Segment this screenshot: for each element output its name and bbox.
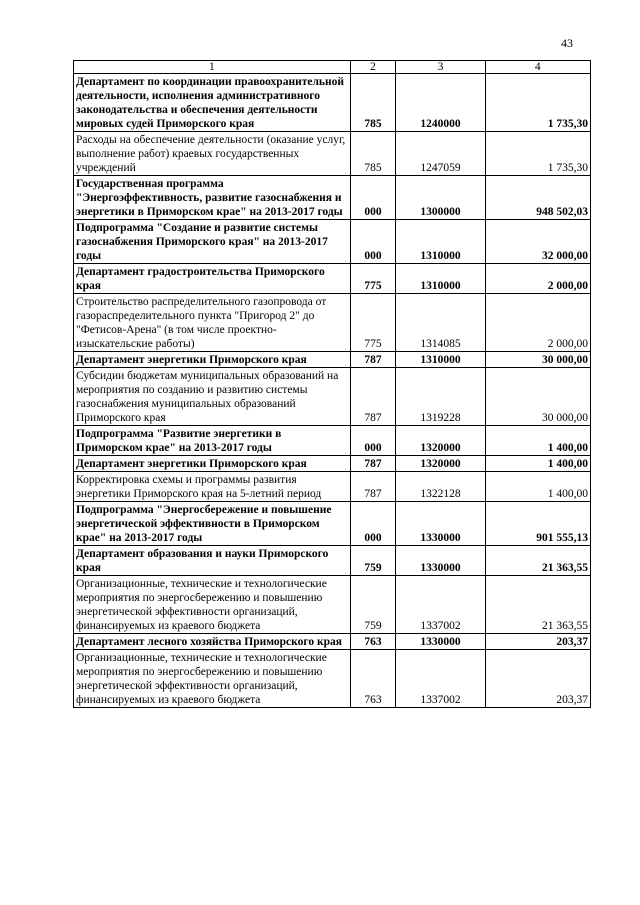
table-row — [74, 220, 591, 264]
budget-table-body — [74, 61, 591, 708]
row-kcsr-cell: 1314085 — [396, 294, 485, 352]
row-amount-cell: 30 000,00 — [485, 352, 590, 368]
column-header-2: 2 — [350, 61, 396, 74]
column-header-1: 1 — [74, 61, 351, 74]
row-amount-cell: 1 400,00 — [485, 426, 590, 456]
row-code-cell: 787 — [350, 456, 396, 472]
table-row — [74, 634, 591, 650]
row-code-cell: 000 — [350, 220, 396, 264]
row-amount-cell: 21 363,55 — [485, 546, 590, 576]
table-row — [74, 368, 591, 426]
row-name-cell: Государственная программа "Энергоэффективность, развитие газоснабжения и энергетики в Приморском крае" на 2013-2017 годы — [74, 176, 351, 220]
row-amount-cell: 2 000,00 — [485, 264, 590, 294]
table-row — [74, 294, 591, 352]
row-amount-cell: 2 000,00 — [485, 294, 590, 352]
row-amount-cell: 203,37 — [485, 650, 590, 708]
column-header-4: 4 — [485, 61, 590, 74]
row-name-cell: Департамент энергетики Приморского края — [74, 352, 351, 368]
row-code-cell: 000 — [350, 502, 396, 546]
row-amount-cell: 32 000,00 — [485, 220, 590, 264]
row-code-cell: 763 — [350, 650, 396, 708]
row-code-cell: 759 — [350, 576, 396, 634]
row-name-cell: Департамент градостроительства Приморского края — [74, 264, 351, 294]
table-row — [74, 576, 591, 634]
row-kcsr-cell: 1300000 — [396, 176, 485, 220]
row-amount-cell: 1 735,30 — [485, 74, 590, 132]
row-code-cell: 785 — [350, 74, 396, 132]
budget-table — [73, 60, 591, 708]
row-kcsr-cell: 1322128 — [396, 472, 485, 502]
row-amount-cell: 30 000,00 — [485, 368, 590, 426]
row-amount-cell: 1 400,00 — [485, 472, 590, 502]
row-kcsr-cell: 1319228 — [396, 368, 485, 426]
row-amount-cell: 948 502,03 — [485, 176, 590, 220]
row-code-cell: 787 — [350, 472, 396, 502]
row-kcsr-cell: 1330000 — [396, 502, 485, 546]
row-code-cell: 775 — [350, 294, 396, 352]
row-code-cell: 787 — [350, 352, 396, 368]
row-name-cell: Субсидии бюджетам муниципальных образований на мероприятия по созданию и развитию системы газоснабжения муниципальных образований Приморского края — [74, 368, 351, 426]
column-header-row — [74, 61, 591, 74]
row-name-cell: Организационные, технические и технологические мероприятия по энергосбережению и повышению энергетической эффективности организаций, финансируемых из краевого бюджета — [74, 576, 351, 634]
column-header-3: 3 — [396, 61, 485, 74]
row-amount-cell: 1 400,00 — [485, 456, 590, 472]
row-code-cell: 763 — [350, 634, 396, 650]
row-name-cell: Департамент лесного хозяйства Приморского края — [74, 634, 351, 650]
row-amount-cell: 1 735,30 — [485, 132, 590, 176]
row-kcsr-cell: 1310000 — [396, 352, 485, 368]
row-kcsr-cell: 1330000 — [396, 634, 485, 650]
row-name-cell: Подпрограмма "Энергосбережение и повышение энергетической эффективности в Приморском крае" на 2013-2017 годы — [74, 502, 351, 546]
row-name-cell: Расходы на обеспечение деятельности (оказание услуг, выполнение работ) краевых государственных учреждений — [74, 132, 351, 176]
row-code-cell: 787 — [350, 368, 396, 426]
table-row — [74, 456, 591, 472]
table-row — [74, 74, 591, 132]
row-kcsr-cell: 1247059 — [396, 132, 485, 176]
row-amount-cell: 203,37 — [485, 634, 590, 650]
row-name-cell: Строительство распределительного газопровода от газораспределительного пункта "Пригород 2" до "Фетисов-Арена" (в том числе проектно-изыскательские работы) — [74, 294, 351, 352]
table-row — [74, 132, 591, 176]
table-row — [74, 502, 591, 546]
row-kcsr-cell: 1320000 — [396, 456, 485, 472]
table-row — [74, 650, 591, 708]
row-code-cell: 785 — [350, 132, 396, 176]
row-code-cell: 759 — [350, 546, 396, 576]
table-row — [74, 472, 591, 502]
table-row — [74, 426, 591, 456]
row-name-cell: Департамент образования и науки Приморского края — [74, 546, 351, 576]
row-kcsr-cell: 1310000 — [396, 220, 485, 264]
table-row — [74, 264, 591, 294]
row-amount-cell: 21 363,55 — [485, 576, 590, 634]
row-name-cell: Организационные, технические и технологические мероприятия по энергосбережению и повышению энергетической эффективности организаций, финансируемых из краевого бюджета — [74, 650, 351, 708]
page-number: 43 — [561, 36, 573, 50]
row-name-cell: Подпрограмма "Создание и развитие системы газоснабжения Приморского края" на 2013-2017 годы — [74, 220, 351, 264]
row-code-cell: 775 — [350, 264, 396, 294]
row-kcsr-cell: 1337002 — [396, 650, 485, 708]
row-code-cell: 000 — [350, 176, 396, 220]
row-name-cell: Департамент по координации правоохранительной деятельности, исполнения административного законодательства и обеспечения деятельности мировых судей Приморского края — [74, 74, 351, 132]
row-name-cell: Корректировка схемы и программы развития энергетики Приморского края на 5-летний период — [74, 472, 351, 502]
row-code-cell: 000 — [350, 426, 396, 456]
row-kcsr-cell: 1240000 — [396, 74, 485, 132]
table-row — [74, 176, 591, 220]
row-name-cell: Департамент энергетики Приморского края — [74, 456, 351, 472]
row-amount-cell: 901 555,13 — [485, 502, 590, 546]
row-kcsr-cell: 1310000 — [396, 264, 485, 294]
table-row — [74, 546, 591, 576]
row-name-cell: Подпрограмма "Развитие энергетики в Приморском крае" на 2013-2017 годы — [74, 426, 351, 456]
row-kcsr-cell: 1337002 — [396, 576, 485, 634]
table-row — [74, 352, 591, 368]
row-kcsr-cell: 1330000 — [396, 546, 485, 576]
row-kcsr-cell: 1320000 — [396, 426, 485, 456]
